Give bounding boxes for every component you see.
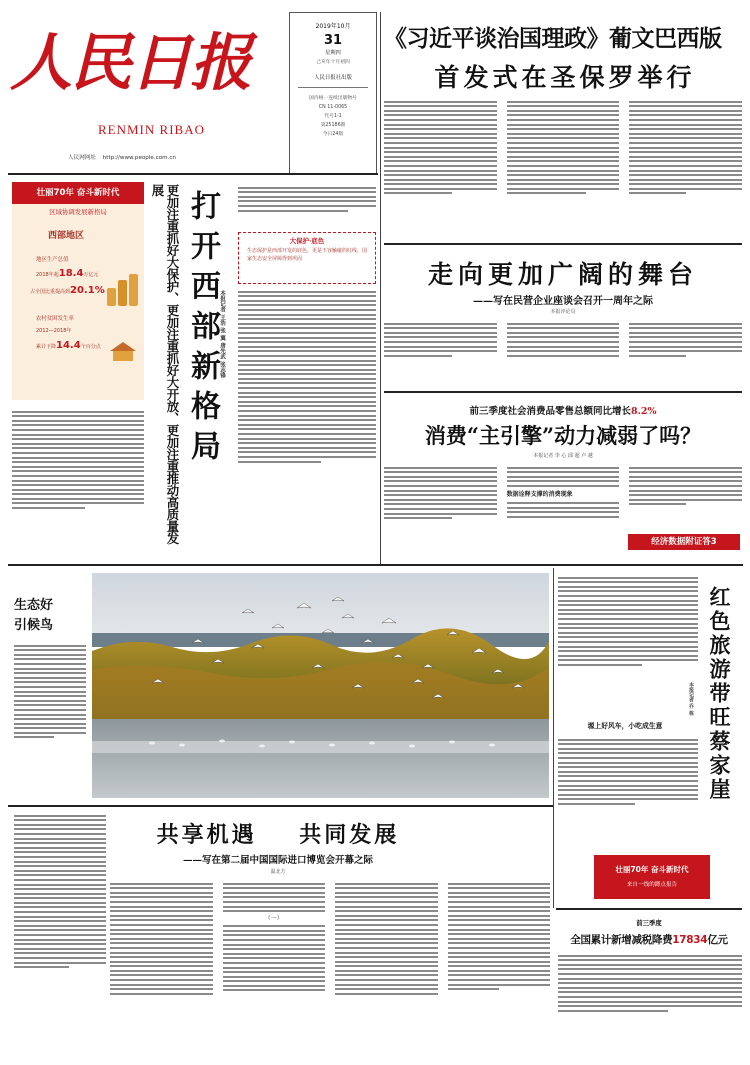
- bottom-feature-body: [110, 880, 550, 1058]
- mid-right-subtitle: ——写在民营企业座谈会召开一周年之际: [473, 296, 653, 307]
- feature-bylines: 本报记者 王浩 张 翼 唐先武 张志锋: [219, 290, 225, 379]
- right-subhead: 塬上好风车，小吃成生意: [587, 722, 663, 730]
- tax-title[interactable]: [556, 932, 742, 947]
- bottom-feature-subtitle: ——写在第二届中国国际进口博览会开幕之际: [182, 855, 373, 866]
- stat4-label: 累计下降: [36, 344, 57, 350]
- photo-caption-title: [14, 596, 86, 636]
- right-column-body: [558, 574, 698, 712]
- rule: [384, 243, 742, 245]
- bottom-feature-byline: 温北方: [270, 869, 286, 875]
- tax-title-value: 17834: [672, 934, 708, 946]
- stat4-unit: 个百分点: [80, 344, 101, 350]
- feature-quote-box: [238, 232, 376, 284]
- date-month: 2019年10月: [315, 23, 351, 30]
- stat3-label: 农村贫困发生率: [36, 316, 74, 322]
- stat2-label: 占全国比重提高到: [30, 289, 71, 295]
- stat1-label: 地区生产总值: [36, 257, 69, 263]
- issue-info: 国内统一连续出版物号: [309, 96, 357, 101]
- bottom-left-body: [14, 812, 106, 1057]
- issue-info: 今日24版: [322, 132, 344, 137]
- feature-vertical-headline[interactable]: 更加注重抓好大保护、更加注重抓好大开放、更加注重推动高质量发展: [150, 184, 180, 544]
- column-rule: [380, 12, 381, 564]
- left-info-box: [12, 182, 144, 400]
- tax-kicker: 前三季度: [636, 919, 662, 927]
- photo-caption-body: [14, 642, 86, 792]
- stat1-value: 18.4: [58, 268, 84, 279]
- caption-line2: 引候鸟: [14, 618, 54, 633]
- right-byline: 本报记者 乔 栋: [688, 682, 694, 716]
- right-banner-line2: 来自一线的蹲点报告: [626, 882, 678, 888]
- website-line: [68, 153, 176, 161]
- date-box: [289, 12, 377, 174]
- right-banner[interactable]: [594, 855, 710, 899]
- stat4-value: 14.4: [56, 340, 81, 351]
- feature-title[interactable]: 打开西部新格局: [185, 190, 220, 470]
- issue-info: CN 11-0065: [318, 105, 348, 110]
- bottom-feature-title[interactable]: 共享机遇 共同发展: [156, 822, 400, 848]
- feature-body-main: [238, 288, 376, 556]
- rule: [8, 173, 378, 175]
- tax-body: [558, 952, 742, 1056]
- mid-right-body: [384, 320, 742, 386]
- masthead-logo: 人民日报: [10, 26, 251, 99]
- bird-wetland-photo[interactable]: [92, 573, 549, 798]
- top-story-body: [384, 98, 742, 236]
- consumption-tag[interactable]: 经济数据附证答3: [628, 534, 740, 550]
- stat1-unit: 万亿元: [83, 272, 99, 278]
- quote-title: 大保护·底色: [289, 237, 325, 245]
- website-prefix: 人民网网址: [68, 155, 96, 161]
- right-column-body2: [558, 736, 698, 848]
- consumption-kicker-text: 前三季度社会消费品零售总额同比增长: [469, 406, 631, 417]
- left-subbanner: 区域协调发展新格局: [49, 208, 107, 216]
- headline-top-line2[interactable]: 首发式在圣保罗举行: [434, 63, 696, 92]
- left-banner: 壮丽70年 奋斗新时代: [12, 182, 144, 204]
- consumption-kicker: [384, 403, 742, 417]
- column-rule: [553, 568, 554, 908]
- mid-right-byline: 本报评论员: [550, 309, 576, 315]
- consumption-subhead: 数据诠释支撑的消费现象: [506, 490, 573, 498]
- tax-title-prefix: 全国累计新增减税降费: [570, 934, 673, 946]
- stat2-value: 20.1%: [70, 285, 105, 296]
- publisher: 人民日报社出版: [314, 75, 352, 81]
- house-icon: [110, 342, 136, 361]
- section-mark: （一）: [264, 915, 283, 923]
- date-weekday: 星期四: [325, 50, 341, 56]
- region-label: 西部地区: [48, 231, 85, 241]
- mid-right-title[interactable]: 走向更加广阔的舞台: [427, 260, 698, 289]
- masthead-pinyin: RENMIN RIBAO: [98, 122, 205, 137]
- headline-top-line1[interactable]: 《习近平谈治国理政》葡文巴西版: [384, 25, 722, 52]
- date-day: 31: [323, 33, 343, 48]
- website-url[interactable]: http://www.people.com.cn: [102, 155, 176, 161]
- consumption-kicker-value: 8.2%: [630, 406, 657, 417]
- caption-line1: 生态好: [14, 598, 54, 613]
- stat3-years: 2012—2018年: [36, 328, 72, 334]
- right-vertical-title[interactable]: 红色旅游带旺蔡家崖: [707, 586, 732, 802]
- date-lunar: 己亥年十月初四: [316, 60, 350, 65]
- rule: [8, 564, 743, 566]
- feature-body-top: [238, 184, 376, 230]
- issue-info: 代号1-1: [324, 114, 342, 119]
- tax-title-unit: 亿元: [707, 934, 728, 946]
- right-banner-line1: 壮丽70年 奋斗新时代: [615, 865, 689, 874]
- rule: [556, 908, 742, 910]
- issue-info: 第25186期: [320, 123, 346, 128]
- rule: [384, 391, 742, 393]
- left-article-body: [12, 408, 144, 556]
- rule: [8, 805, 553, 807]
- consumption-byline: 本报记者 李 心 邱 超 卢 越: [533, 453, 593, 459]
- quote-text: 生态保护是西部开发的底色，更是不容触碰的红线，国家生态安全屏障得到巩固: [247, 248, 368, 262]
- consumption-title[interactable]: 消费“主引擎”动力减弱了吗？: [424, 423, 702, 448]
- stat1-prefix: 2018年超: [36, 272, 59, 278]
